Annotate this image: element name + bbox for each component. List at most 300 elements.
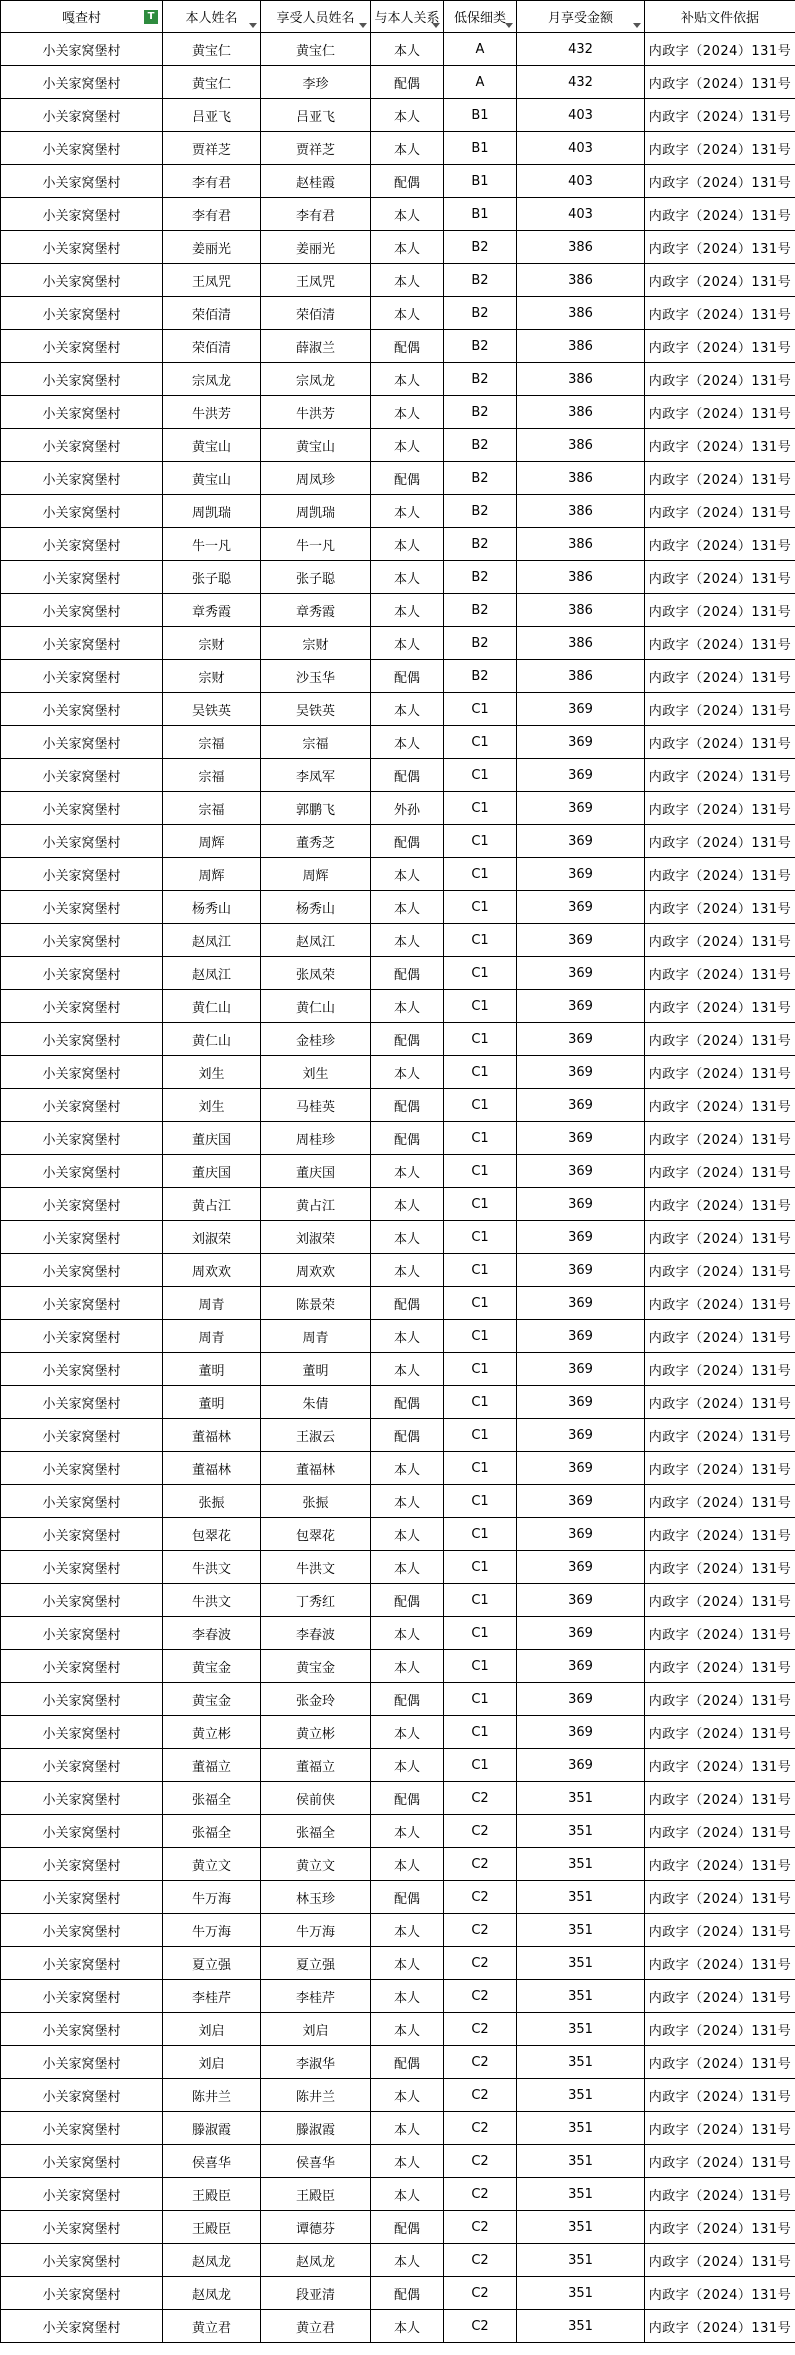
cell-village[interactable]: 小关家窝堡村 xyxy=(1,825,163,858)
filter-dropdown-icon[interactable] xyxy=(248,19,257,28)
cell-monthly-amount[interactable]: 369 xyxy=(517,1056,645,1089)
cell-beneficiary-name[interactable]: 刘启 xyxy=(261,2013,371,2046)
cell-document-basis[interactable]: 内政字（2024）131号 xyxy=(645,1881,795,1914)
cell-own-name[interactable]: 宗凤龙 xyxy=(163,363,261,396)
cell-document-basis[interactable]: 内政字（2024）131号 xyxy=(645,1287,795,1320)
cell-relation[interactable]: 配偶 xyxy=(371,1386,444,1419)
cell-beneficiary-name[interactable]: 王殿臣 xyxy=(261,2178,371,2211)
cell-monthly-amount[interactable]: 369 xyxy=(517,1683,645,1716)
cell-document-basis[interactable]: 内政字（2024）131号 xyxy=(645,1353,795,1386)
cell-document-basis[interactable]: 内政字（2024）131号 xyxy=(645,1155,795,1188)
cell-monthly-amount[interactable]: 369 xyxy=(517,792,645,825)
cell-monthly-amount[interactable]: 351 xyxy=(517,2079,645,2112)
cell-own-name[interactable]: 宗福 xyxy=(163,792,261,825)
cell-category[interactable]: C1 xyxy=(444,1584,517,1617)
cell-beneficiary-name[interactable]: 周辉 xyxy=(261,858,371,891)
cell-monthly-amount[interactable]: 386 xyxy=(517,495,645,528)
cell-village[interactable]: 小关家窝堡村 xyxy=(1,1089,163,1122)
cell-own-name[interactable]: 董明 xyxy=(163,1353,261,1386)
cell-village[interactable]: 小关家窝堡村 xyxy=(1,1848,163,1881)
cell-category[interactable]: C1 xyxy=(444,1254,517,1287)
cell-own-name[interactable]: 张振 xyxy=(163,1485,261,1518)
cell-village[interactable]: 小关家窝堡村 xyxy=(1,429,163,462)
cell-category[interactable]: C2 xyxy=(444,2112,517,2145)
cell-own-name[interactable]: 董庆国 xyxy=(163,1122,261,1155)
cell-village[interactable]: 小关家窝堡村 xyxy=(1,1320,163,1353)
cell-village[interactable]: 小关家窝堡村 xyxy=(1,693,163,726)
cell-document-basis[interactable]: 内政字（2024）131号 xyxy=(645,396,795,429)
cell-relation[interactable]: 本人 xyxy=(371,627,444,660)
cell-category[interactable]: C2 xyxy=(444,2079,517,2112)
cell-own-name[interactable]: 黄立彬 xyxy=(163,1716,261,1749)
cell-village[interactable]: 小关家窝堡村 xyxy=(1,165,163,198)
cell-document-basis[interactable]: 内政字（2024）131号 xyxy=(645,132,795,165)
cell-monthly-amount[interactable]: 369 xyxy=(517,693,645,726)
cell-village[interactable]: 小关家窝堡村 xyxy=(1,2046,163,2079)
cell-document-basis[interactable]: 内政字（2024）131号 xyxy=(645,2112,795,2145)
cell-beneficiary-name[interactable]: 赵桂霞 xyxy=(261,165,371,198)
cell-category[interactable]: C1 xyxy=(444,1155,517,1188)
cell-beneficiary-name[interactable]: 包翠花 xyxy=(261,1518,371,1551)
cell-monthly-amount[interactable]: 386 xyxy=(517,231,645,264)
cell-relation[interactable]: 本人 xyxy=(371,528,444,561)
cell-beneficiary-name[interactable]: 黄立文 xyxy=(261,1848,371,1881)
cell-relation[interactable]: 本人 xyxy=(371,2310,444,2343)
cell-category[interactable]: C2 xyxy=(444,1815,517,1848)
cell-village[interactable]: 小关家窝堡村 xyxy=(1,1947,163,1980)
cell-monthly-amount[interactable]: 403 xyxy=(517,99,645,132)
cell-own-name[interactable]: 董福立 xyxy=(163,1749,261,1782)
cell-category[interactable]: A xyxy=(444,33,517,66)
cell-village[interactable]: 小关家窝堡村 xyxy=(1,2079,163,2112)
filter-active-icon[interactable]: T xyxy=(144,10,158,24)
cell-document-basis[interactable]: 内政字（2024）131号 xyxy=(645,1650,795,1683)
cell-own-name[interactable]: 张福全 xyxy=(163,1815,261,1848)
cell-monthly-amount[interactable]: 386 xyxy=(517,396,645,429)
cell-monthly-amount[interactable]: 369 xyxy=(517,1419,645,1452)
cell-document-basis[interactable]: 内政字（2024）131号 xyxy=(645,1452,795,1485)
cell-document-basis[interactable]: 内政字（2024）131号 xyxy=(645,33,795,66)
cell-relation[interactable]: 本人 xyxy=(371,594,444,627)
cell-village[interactable]: 小关家窝堡村 xyxy=(1,2013,163,2046)
cell-own-name[interactable]: 贾祥芝 xyxy=(163,132,261,165)
header-own-name[interactable] xyxy=(163,1,261,33)
cell-category[interactable]: C1 xyxy=(444,792,517,825)
cell-own-name[interactable]: 李有君 xyxy=(163,165,261,198)
cell-beneficiary-name[interactable]: 王凤咒 xyxy=(261,264,371,297)
cell-document-basis[interactable]: 内政字（2024）131号 xyxy=(645,1584,795,1617)
cell-document-basis[interactable]: 内政字（2024）131号 xyxy=(645,99,795,132)
cell-document-basis[interactable]: 内政字（2024）131号 xyxy=(645,825,795,858)
cell-category[interactable]: C2 xyxy=(444,2145,517,2178)
cell-relation[interactable]: 本人 xyxy=(371,1980,444,2013)
cell-document-basis[interactable]: 内政字（2024）131号 xyxy=(645,231,795,264)
cell-document-basis[interactable]: 内政字（2024）131号 xyxy=(645,891,795,924)
cell-monthly-amount[interactable]: 369 xyxy=(517,1749,645,1782)
cell-relation[interactable]: 本人 xyxy=(371,1551,444,1584)
cell-monthly-amount[interactable]: 369 xyxy=(517,891,645,924)
cell-monthly-amount[interactable]: 351 xyxy=(517,2211,645,2244)
cell-own-name[interactable]: 滕淑霞 xyxy=(163,2112,261,2145)
cell-own-name[interactable]: 宗财 xyxy=(163,627,261,660)
cell-monthly-amount[interactable]: 369 xyxy=(517,957,645,990)
cell-monthly-amount[interactable]: 351 xyxy=(517,1980,645,2013)
cell-document-basis[interactable]: 内政字（2024）131号 xyxy=(645,990,795,1023)
cell-own-name[interactable]: 黄占江 xyxy=(163,1188,261,1221)
cell-beneficiary-name[interactable]: 李珍 xyxy=(261,66,371,99)
cell-category[interactable]: C1 xyxy=(444,1749,517,1782)
cell-relation[interactable]: 本人 xyxy=(371,1848,444,1881)
cell-relation[interactable]: 本人 xyxy=(371,891,444,924)
cell-monthly-amount[interactable]: 369 xyxy=(517,1023,645,1056)
cell-relation[interactable]: 本人 xyxy=(371,495,444,528)
cell-monthly-amount[interactable]: 369 xyxy=(517,1188,645,1221)
cell-document-basis[interactable]: 内政字（2024）131号 xyxy=(645,1914,795,1947)
cell-category[interactable]: C1 xyxy=(444,1617,517,1650)
cell-beneficiary-name[interactable]: 侯前侠 xyxy=(261,1782,371,1815)
cell-village[interactable]: 小关家窝堡村 xyxy=(1,396,163,429)
cell-own-name[interactable]: 黄宝仁 xyxy=(163,66,261,99)
cell-relation[interactable]: 配偶 xyxy=(371,1122,444,1155)
cell-monthly-amount[interactable]: 369 xyxy=(517,858,645,891)
cell-category[interactable]: C1 xyxy=(444,957,517,990)
cell-village[interactable]: 小关家窝堡村 xyxy=(1,1287,163,1320)
cell-monthly-amount[interactable]: 351 xyxy=(517,1848,645,1881)
cell-document-basis[interactable]: 内政字（2024）131号 xyxy=(645,462,795,495)
cell-own-name[interactable]: 牛万海 xyxy=(163,1881,261,1914)
cell-monthly-amount[interactable]: 351 xyxy=(517,2112,645,2145)
cell-document-basis[interactable]: 内政字（2024）131号 xyxy=(645,1386,795,1419)
cell-document-basis[interactable]: 内政字（2024）131号 xyxy=(645,1551,795,1584)
cell-document-basis[interactable]: 内政字（2024）131号 xyxy=(645,429,795,462)
cell-own-name[interactable]: 宗福 xyxy=(163,759,261,792)
cell-category[interactable]: C1 xyxy=(444,1023,517,1056)
cell-village[interactable]: 小关家窝堡村 xyxy=(1,759,163,792)
cell-beneficiary-name[interactable]: 黄立君 xyxy=(261,2310,371,2343)
cell-own-name[interactable]: 吴铁英 xyxy=(163,693,261,726)
cell-document-basis[interactable]: 内政字（2024）131号 xyxy=(645,2013,795,2046)
cell-monthly-amount[interactable]: 403 xyxy=(517,198,645,231)
cell-monthly-amount[interactable]: 403 xyxy=(517,132,645,165)
cell-village[interactable]: 小关家窝堡村 xyxy=(1,1122,163,1155)
cell-document-basis[interactable]: 内政字（2024）131号 xyxy=(645,660,795,693)
cell-relation[interactable]: 配偶 xyxy=(371,2277,444,2310)
cell-document-basis[interactable]: 内政字（2024）131号 xyxy=(645,528,795,561)
cell-beneficiary-name[interactable]: 周青 xyxy=(261,1320,371,1353)
cell-monthly-amount[interactable]: 386 xyxy=(517,627,645,660)
cell-document-basis[interactable]: 内政字（2024）131号 xyxy=(645,1122,795,1155)
cell-village[interactable]: 小关家窝堡村 xyxy=(1,1683,163,1716)
cell-document-basis[interactable]: 内政字（2024）131号 xyxy=(645,858,795,891)
cell-village[interactable]: 小关家窝堡村 xyxy=(1,924,163,957)
cell-category[interactable]: C2 xyxy=(444,1947,517,1980)
cell-beneficiary-name[interactable]: 贾祥芝 xyxy=(261,132,371,165)
filter-dropdown-icon[interactable] xyxy=(632,19,641,28)
cell-village[interactable]: 小关家窝堡村 xyxy=(1,33,163,66)
cell-own-name[interactable]: 张福全 xyxy=(163,1782,261,1815)
cell-village[interactable]: 小关家窝堡村 xyxy=(1,495,163,528)
cell-category[interactable]: B2 xyxy=(444,495,517,528)
cell-category[interactable]: B2 xyxy=(444,330,517,363)
cell-category[interactable]: B2 xyxy=(444,561,517,594)
cell-category[interactable]: C1 xyxy=(444,726,517,759)
cell-own-name[interactable]: 包翠花 xyxy=(163,1518,261,1551)
cell-category[interactable]: C1 xyxy=(444,1221,517,1254)
cell-category[interactable]: C2 xyxy=(444,1881,517,1914)
cell-relation[interactable]: 配偶 xyxy=(371,1419,444,1452)
cell-monthly-amount[interactable]: 386 xyxy=(517,330,645,363)
cell-own-name[interactable]: 侯喜华 xyxy=(163,2145,261,2178)
cell-beneficiary-name[interactable]: 赵凤江 xyxy=(261,924,371,957)
cell-relation[interactable]: 配偶 xyxy=(371,1584,444,1617)
cell-beneficiary-name[interactable]: 董秀芝 xyxy=(261,825,371,858)
cell-monthly-amount[interactable]: 369 xyxy=(517,825,645,858)
cell-relation[interactable]: 本人 xyxy=(371,1650,444,1683)
cell-category[interactable]: C1 xyxy=(444,1683,517,1716)
cell-category[interactable]: C2 xyxy=(444,1980,517,2013)
cell-own-name[interactable]: 夏立强 xyxy=(163,1947,261,1980)
cell-village[interactable]: 小关家窝堡村 xyxy=(1,627,163,660)
cell-category[interactable]: C1 xyxy=(444,1650,517,1683)
cell-monthly-amount[interactable]: 369 xyxy=(517,1716,645,1749)
cell-beneficiary-name[interactable]: 李桂芹 xyxy=(261,1980,371,2013)
cell-beneficiary-name[interactable]: 李淑华 xyxy=(261,2046,371,2079)
cell-village[interactable]: 小关家窝堡村 xyxy=(1,1452,163,1485)
cell-own-name[interactable]: 宗福 xyxy=(163,726,261,759)
cell-beneficiary-name[interactable]: 董庆国 xyxy=(261,1155,371,1188)
cell-beneficiary-name[interactable]: 张子聪 xyxy=(261,561,371,594)
cell-own-name[interactable]: 董明 xyxy=(163,1386,261,1419)
cell-document-basis[interactable]: 内政字（2024）131号 xyxy=(645,1980,795,2013)
cell-relation[interactable]: 外孙 xyxy=(371,792,444,825)
cell-own-name[interactable]: 周辉 xyxy=(163,825,261,858)
cell-village[interactable]: 小关家窝堡村 xyxy=(1,297,163,330)
cell-category[interactable]: C1 xyxy=(444,1089,517,1122)
cell-beneficiary-name[interactable]: 牛万海 xyxy=(261,1914,371,1947)
cell-category[interactable]: B2 xyxy=(444,297,517,330)
cell-relation[interactable]: 本人 xyxy=(371,2145,444,2178)
cell-relation[interactable]: 本人 xyxy=(371,2112,444,2145)
cell-document-basis[interactable]: 内政字（2024）131号 xyxy=(645,2178,795,2211)
cell-village[interactable]: 小关家窝堡村 xyxy=(1,2178,163,2211)
cell-beneficiary-name[interactable]: 金桂珍 xyxy=(261,1023,371,1056)
header-monthly-amount[interactable] xyxy=(517,1,645,33)
cell-beneficiary-name[interactable]: 董明 xyxy=(261,1353,371,1386)
cell-beneficiary-name[interactable]: 丁秀红 xyxy=(261,1584,371,1617)
cell-own-name[interactable]: 李春波 xyxy=(163,1617,261,1650)
cell-own-name[interactable]: 杨秀山 xyxy=(163,891,261,924)
cell-category[interactable]: B2 xyxy=(444,231,517,264)
cell-beneficiary-name[interactable]: 黄占江 xyxy=(261,1188,371,1221)
cell-relation[interactable]: 配偶 xyxy=(371,825,444,858)
cell-village[interactable]: 小关家窝堡村 xyxy=(1,2211,163,2244)
cell-beneficiary-name[interactable]: 张福全 xyxy=(261,1815,371,1848)
filter-dropdown-icon[interactable] xyxy=(358,19,367,28)
cell-monthly-amount[interactable]: 351 xyxy=(517,2244,645,2277)
cell-relation[interactable]: 本人 xyxy=(371,561,444,594)
cell-document-basis[interactable]: 内政字（2024）131号 xyxy=(645,627,795,660)
cell-category[interactable]: C1 xyxy=(444,1452,517,1485)
cell-category[interactable]: C2 xyxy=(444,2211,517,2244)
cell-category[interactable]: C1 xyxy=(444,1716,517,1749)
cell-relation[interactable]: 本人 xyxy=(371,396,444,429)
cell-village[interactable]: 小关家窝堡村 xyxy=(1,1716,163,1749)
cell-document-basis[interactable]: 内政字（2024）131号 xyxy=(645,363,795,396)
cell-category[interactable]: B2 xyxy=(444,462,517,495)
cell-village[interactable]: 小关家窝堡村 xyxy=(1,1353,163,1386)
cell-village[interactable]: 小关家窝堡村 xyxy=(1,2277,163,2310)
cell-beneficiary-name[interactable]: 周凤珍 xyxy=(261,462,371,495)
cell-category[interactable]: C1 xyxy=(444,1518,517,1551)
cell-relation[interactable]: 本人 xyxy=(371,1155,444,1188)
header-beneficiary-name[interactable] xyxy=(261,1,371,33)
cell-category[interactable]: C2 xyxy=(444,2244,517,2277)
cell-document-basis[interactable]: 内政字（2024）131号 xyxy=(645,594,795,627)
cell-category[interactable]: C1 xyxy=(444,1386,517,1419)
cell-category[interactable]: C2 xyxy=(444,2013,517,2046)
cell-relation[interactable]: 配偶 xyxy=(371,957,444,990)
cell-monthly-amount[interactable]: 386 xyxy=(517,594,645,627)
cell-document-basis[interactable]: 内政字（2024）131号 xyxy=(645,1056,795,1089)
cell-own-name[interactable]: 周青 xyxy=(163,1320,261,1353)
cell-beneficiary-name[interactable]: 牛洪芳 xyxy=(261,396,371,429)
cell-monthly-amount[interactable]: 369 xyxy=(517,1155,645,1188)
cell-category[interactable]: C2 xyxy=(444,2310,517,2343)
cell-monthly-amount[interactable]: 369 xyxy=(517,1089,645,1122)
cell-relation[interactable]: 本人 xyxy=(371,198,444,231)
cell-beneficiary-name[interactable]: 陈景荣 xyxy=(261,1287,371,1320)
cell-beneficiary-name[interactable]: 林玉珍 xyxy=(261,1881,371,1914)
cell-monthly-amount[interactable]: 369 xyxy=(517,1584,645,1617)
cell-relation[interactable]: 配偶 xyxy=(371,660,444,693)
cell-monthly-amount[interactable]: 386 xyxy=(517,528,645,561)
cell-monthly-amount[interactable]: 369 xyxy=(517,1353,645,1386)
cell-category[interactable]: C2 xyxy=(444,2046,517,2079)
cell-own-name[interactable]: 黄宝山 xyxy=(163,429,261,462)
cell-own-name[interactable]: 黄立文 xyxy=(163,1848,261,1881)
cell-own-name[interactable]: 赵凤江 xyxy=(163,957,261,990)
cell-own-name[interactable]: 姜丽光 xyxy=(163,231,261,264)
cell-own-name[interactable]: 黄宝金 xyxy=(163,1683,261,1716)
cell-beneficiary-name[interactable]: 张振 xyxy=(261,1485,371,1518)
cell-village[interactable]: 小关家窝堡村 xyxy=(1,1221,163,1254)
cell-own-name[interactable]: 周欢欢 xyxy=(163,1254,261,1287)
header-document-basis[interactable] xyxy=(645,1,795,33)
cell-own-name[interactable]: 董福林 xyxy=(163,1452,261,1485)
cell-relation[interactable]: 本人 xyxy=(371,858,444,891)
cell-relation[interactable]: 配偶 xyxy=(371,2046,444,2079)
cell-village[interactable]: 小关家窝堡村 xyxy=(1,99,163,132)
cell-own-name[interactable]: 黄宝仁 xyxy=(163,33,261,66)
cell-own-name[interactable]: 荣佰清 xyxy=(163,330,261,363)
cell-document-basis[interactable]: 内政字（2024）131号 xyxy=(645,1023,795,1056)
cell-own-name[interactable]: 王殿臣 xyxy=(163,2178,261,2211)
cell-monthly-amount[interactable]: 369 xyxy=(517,1551,645,1584)
cell-document-basis[interactable]: 内政字（2024）131号 xyxy=(645,924,795,957)
cell-document-basis[interactable]: 内政字（2024）131号 xyxy=(645,1419,795,1452)
cell-document-basis[interactable]: 内政字（2024）131号 xyxy=(645,1485,795,1518)
cell-beneficiary-name[interactable]: 周桂珍 xyxy=(261,1122,371,1155)
cell-relation[interactable]: 本人 xyxy=(371,1749,444,1782)
cell-relation[interactable]: 配偶 xyxy=(371,1782,444,1815)
cell-category[interactable]: B2 xyxy=(444,627,517,660)
cell-village[interactable]: 小关家窝堡村 xyxy=(1,363,163,396)
cell-document-basis[interactable]: 内政字（2024）131号 xyxy=(645,1320,795,1353)
cell-monthly-amount[interactable]: 369 xyxy=(517,1254,645,1287)
cell-beneficiary-name[interactable]: 牛洪文 xyxy=(261,1551,371,1584)
cell-village[interactable]: 小关家窝堡村 xyxy=(1,1254,163,1287)
cell-village[interactable]: 小关家窝堡村 xyxy=(1,1749,163,1782)
cell-own-name[interactable]: 牛洪文 xyxy=(163,1584,261,1617)
cell-relation[interactable]: 本人 xyxy=(371,1452,444,1485)
cell-document-basis[interactable]: 内政字（2024）131号 xyxy=(645,726,795,759)
cell-monthly-amount[interactable]: 351 xyxy=(517,2046,645,2079)
cell-monthly-amount[interactable]: 369 xyxy=(517,759,645,792)
cell-own-name[interactable]: 周凯瑞 xyxy=(163,495,261,528)
cell-relation[interactable]: 配偶 xyxy=(371,1089,444,1122)
cell-beneficiary-name[interactable]: 侯喜华 xyxy=(261,2145,371,2178)
cell-beneficiary-name[interactable]: 董福立 xyxy=(261,1749,371,1782)
cell-beneficiary-name[interactable]: 郭鹏飞 xyxy=(261,792,371,825)
cell-relation[interactable]: 本人 xyxy=(371,1056,444,1089)
cell-beneficiary-name[interactable]: 刘生 xyxy=(261,1056,371,1089)
cell-monthly-amount[interactable]: 351 xyxy=(517,1881,645,1914)
cell-category[interactable]: B2 xyxy=(444,264,517,297)
cell-category[interactable]: B1 xyxy=(444,99,517,132)
cell-category[interactable]: C1 xyxy=(444,693,517,726)
cell-document-basis[interactable]: 内政字（2024）131号 xyxy=(645,1254,795,1287)
cell-monthly-amount[interactable]: 386 xyxy=(517,462,645,495)
cell-category[interactable]: C1 xyxy=(444,759,517,792)
cell-relation[interactable]: 本人 xyxy=(371,1518,444,1551)
cell-own-name[interactable]: 章秀霞 xyxy=(163,594,261,627)
cell-relation[interactable]: 本人 xyxy=(371,297,444,330)
cell-category[interactable]: B1 xyxy=(444,198,517,231)
cell-village[interactable]: 小关家窝堡村 xyxy=(1,561,163,594)
cell-village[interactable]: 小关家窝堡村 xyxy=(1,1551,163,1584)
cell-village[interactable]: 小关家窝堡村 xyxy=(1,891,163,924)
cell-own-name[interactable]: 荣佰清 xyxy=(163,297,261,330)
cell-relation[interactable]: 配偶 xyxy=(371,462,444,495)
cell-document-basis[interactable]: 内政字（2024）131号 xyxy=(645,2244,795,2277)
cell-relation[interactable]: 本人 xyxy=(371,2244,444,2277)
cell-village[interactable]: 小关家窝堡村 xyxy=(1,2310,163,2343)
cell-beneficiary-name[interactable]: 陈井兰 xyxy=(261,2079,371,2112)
header-relation[interactable] xyxy=(371,1,444,33)
header-category[interactable] xyxy=(444,1,517,33)
cell-relation[interactable]: 配偶 xyxy=(371,66,444,99)
cell-beneficiary-name[interactable]: 黄仁山 xyxy=(261,990,371,1023)
cell-category[interactable]: C1 xyxy=(444,1122,517,1155)
cell-own-name[interactable]: 赵凤龙 xyxy=(163,2277,261,2310)
cell-village[interactable]: 小关家窝堡村 xyxy=(1,132,163,165)
cell-village[interactable]: 小关家窝堡村 xyxy=(1,1023,163,1056)
cell-document-basis[interactable]: 内政字（2024）131号 xyxy=(645,1617,795,1650)
cell-beneficiary-name[interactable]: 张凤荣 xyxy=(261,957,371,990)
cell-document-basis[interactable]: 内政字（2024）131号 xyxy=(645,198,795,231)
cell-own-name[interactable]: 李桂芹 xyxy=(163,1980,261,2013)
cell-own-name[interactable]: 吕亚飞 xyxy=(163,99,261,132)
cell-village[interactable]: 小关家窝堡村 xyxy=(1,858,163,891)
cell-village[interactable]: 小关家窝堡村 xyxy=(1,1518,163,1551)
cell-document-basis[interactable]: 内政字（2024）131号 xyxy=(645,2079,795,2112)
cell-beneficiary-name[interactable]: 黄宝仁 xyxy=(261,33,371,66)
cell-relation[interactable]: 本人 xyxy=(371,33,444,66)
cell-own-name[interactable]: 董庆国 xyxy=(163,1155,261,1188)
cell-relation[interactable]: 本人 xyxy=(371,2079,444,2112)
cell-own-name[interactable]: 黄宝金 xyxy=(163,1650,261,1683)
cell-beneficiary-name[interactable]: 马桂英 xyxy=(261,1089,371,1122)
